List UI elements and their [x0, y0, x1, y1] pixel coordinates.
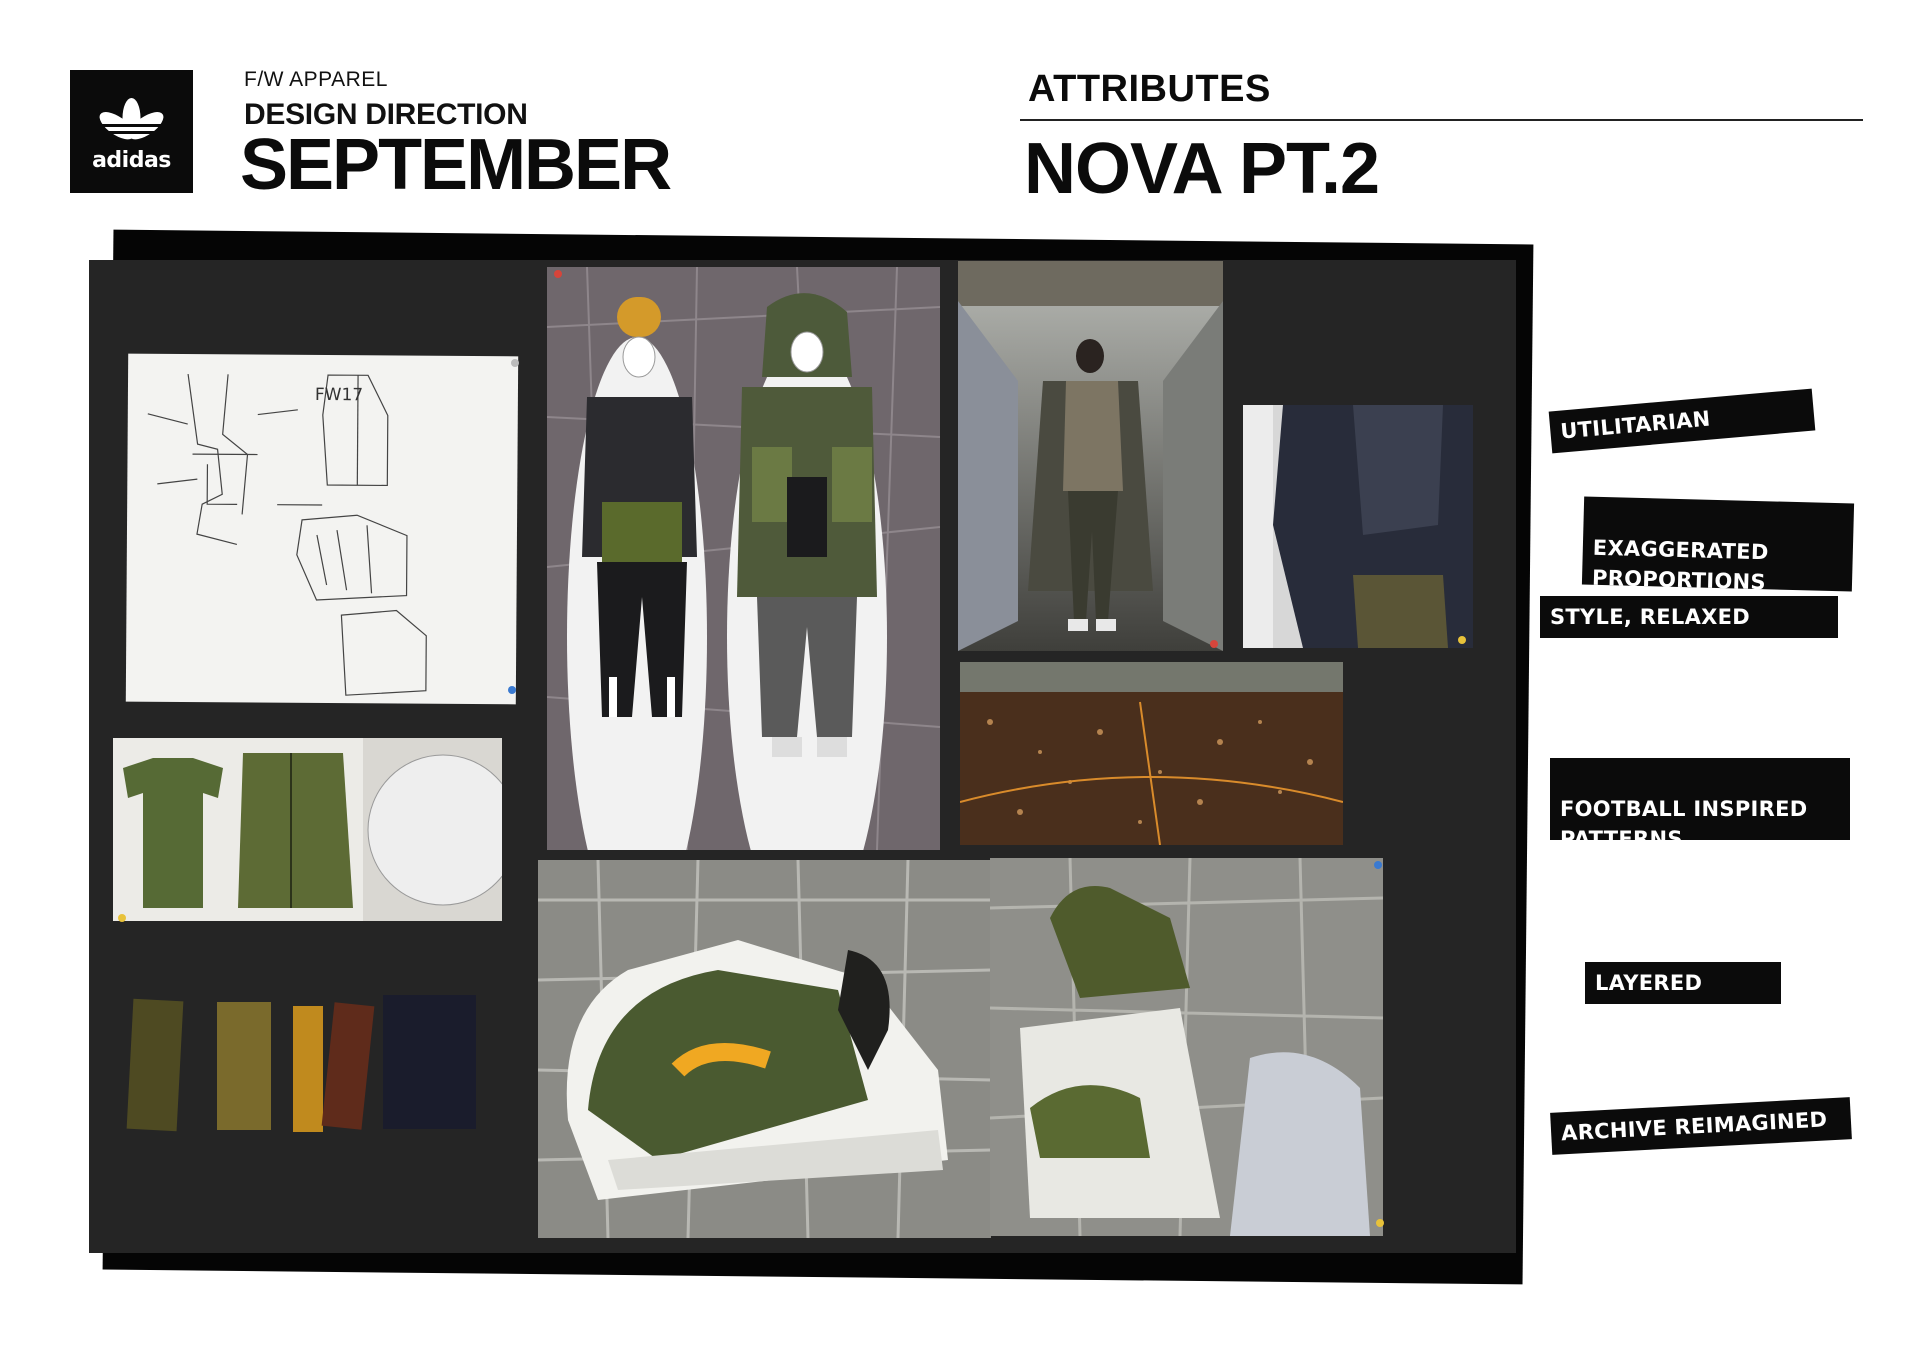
- court-floor-photo: [960, 662, 1343, 845]
- swatch-khaki: [217, 1002, 271, 1130]
- swatch-navy: [383, 995, 476, 1129]
- illustration-art: [547, 267, 940, 850]
- tag-label: EXAGGERATED PROPORTIONS: [1591, 535, 1769, 595]
- street-photo-art: [958, 261, 1223, 651]
- adidas-logo: [70, 70, 193, 193]
- sketch-lines: [126, 354, 518, 705]
- sketch-note: FW17: [314, 384, 364, 406]
- header-subtitle: DESIGN DIRECTION: [244, 98, 528, 131]
- tag-utilitarian: [1549, 389, 1816, 454]
- floor-photo-art: [960, 662, 1343, 845]
- pin: [118, 914, 126, 922]
- jacket-photo-art: [1243, 405, 1473, 648]
- tag-label: STYLE, RELAXED: [1550, 605, 1750, 629]
- garments-art: [113, 738, 502, 921]
- sneaker-sketch-art: [538, 860, 991, 1238]
- sneaker-photo-art: [990, 858, 1383, 1236]
- pin: [1374, 861, 1382, 869]
- sneaker-photos: [990, 858, 1383, 1236]
- garment-reference-photos: [113, 738, 502, 921]
- page-title: SEPTEMBER: [240, 125, 671, 205]
- tag-label: FOOTBALL INSPIRED PATTERNS: [1560, 797, 1808, 851]
- swatch-olive: [127, 999, 184, 1131]
- header-kicker: F/W APPAREL: [244, 68, 388, 91]
- pin: [511, 359, 519, 367]
- tag-label: UTILITARIAN: [1559, 406, 1712, 444]
- sneaker-sketch: [538, 860, 991, 1238]
- technical-sketch-sheet: [126, 354, 518, 705]
- tag-style-relaxed: [1540, 596, 1838, 638]
- attributes-divider: [1020, 119, 1863, 121]
- pin: [554, 270, 562, 278]
- brand-wordmark: adidas: [92, 148, 171, 173]
- trefoil-icon: [88, 96, 175, 144]
- pin: [508, 686, 516, 694]
- pin: [1376, 1219, 1384, 1227]
- figure-illustrations: [547, 267, 940, 850]
- tag-football-inspired-patterns: [1550, 758, 1850, 851]
- pin: [1458, 636, 1466, 644]
- tag-layered: [1585, 962, 1781, 1004]
- tag-label: LAYERED: [1595, 971, 1703, 995]
- tag-exaggerated-proportions: [1582, 496, 1854, 595]
- tag-archive-reimagined: [1550, 1097, 1852, 1155]
- jacket-detail-photo: [1243, 405, 1473, 648]
- tag-label: ARCHIVE REIMAGINED: [1560, 1107, 1828, 1146]
- attributes-label: ATTRIBUTES: [1028, 68, 1271, 110]
- swatch-mustard: [293, 1006, 323, 1132]
- street-style-photo: [958, 261, 1223, 651]
- attributes-title: NOVA PT.2: [1024, 129, 1380, 209]
- pin: [1210, 640, 1218, 648]
